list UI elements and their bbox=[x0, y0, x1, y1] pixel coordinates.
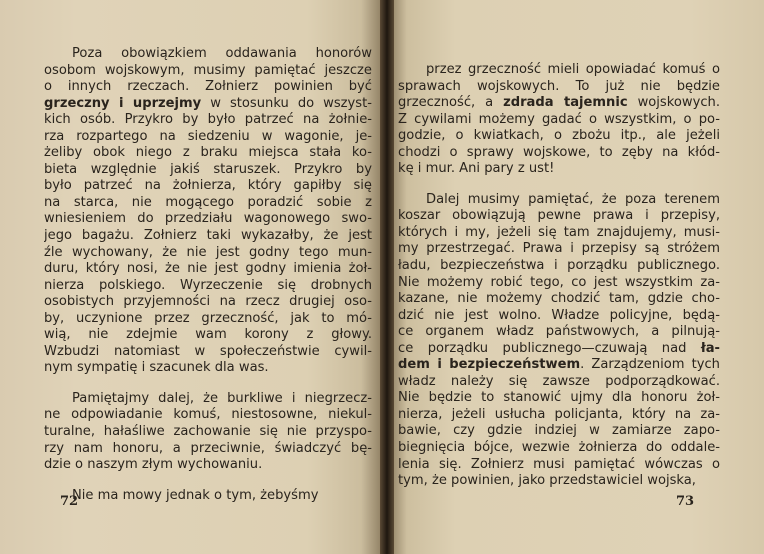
text-segment: osobistych przyjemności na rzecz drugiej oso- bbox=[44, 294, 372, 310]
text-line bbox=[398, 275, 720, 292]
text-line bbox=[44, 327, 372, 344]
text-line bbox=[398, 357, 720, 374]
text-line bbox=[398, 145, 720, 162]
text-segment: my przestrzegać. Prawa i przepisy są stróżem bbox=[398, 241, 720, 257]
text-segment: których i my, jeżeli się tam znajdujemy, musi- bbox=[398, 224, 720, 240]
text-segment: rzy nam honoru, a przeciwnie, świadczyć bę- bbox=[44, 440, 372, 456]
text-line bbox=[44, 407, 372, 424]
text-line bbox=[44, 195, 372, 212]
text-line bbox=[398, 62, 720, 79]
text-line bbox=[398, 308, 720, 325]
bold-phrase: zdrada tajemnic bbox=[503, 95, 628, 111]
bold-phrase: dem i bezpieczeństwem bbox=[398, 357, 581, 373]
text-line bbox=[398, 192, 720, 209]
left-page-text bbox=[44, 46, 372, 504]
text-line bbox=[398, 407, 720, 424]
text-segment: Z cywilami możemy gadać o wszystkim, o po- bbox=[398, 111, 720, 127]
text-line bbox=[44, 311, 372, 328]
text-segment: Nie ma mowy jednak o tym, żebyśmy bbox=[72, 487, 319, 503]
text-segment: nierza, jeżeli usłucha policjanta, który na za- bbox=[398, 406, 720, 422]
text-line bbox=[44, 129, 372, 146]
text-line bbox=[398, 473, 720, 490]
text-segment: godzie, o kwiatkach, o zbożu itp., ale jeżeli bbox=[398, 128, 720, 144]
bold-phrase: ła- bbox=[700, 340, 720, 356]
text-segment: bieta względnie jakiś staruszek. Przykro by bbox=[44, 161, 372, 177]
text-line bbox=[44, 162, 372, 179]
text-segment: kazane, nie możemy chodzić tam, gdzie cho- bbox=[398, 291, 720, 307]
bold-phrase: grzeczny i uprzejmy bbox=[44, 95, 202, 111]
text-segment: dzić nie jest wolno. Władze policyjne, będą- bbox=[398, 307, 720, 323]
text-segment: koszar obowiązują pewne prawa i przepisy, bbox=[398, 208, 720, 224]
text-segment: żeliby obok niego z braku miejsca stała ko- bbox=[44, 145, 372, 161]
text-segment: Nie będzie to stanowić ujmy dla honoru żoł- bbox=[398, 390, 720, 406]
text-line bbox=[398, 374, 720, 391]
text-line bbox=[44, 278, 372, 295]
text-line bbox=[44, 63, 372, 80]
text-segment: Poza obowiązkiem oddawania honorów bbox=[72, 46, 372, 61]
text-line bbox=[398, 423, 720, 440]
text-line bbox=[398, 324, 720, 341]
text-line bbox=[44, 344, 372, 361]
left-page-number: 72 bbox=[60, 494, 79, 509]
text-segment: Wzbudzi natomiast w społeczeństwie cywil- bbox=[44, 343, 372, 359]
text-line bbox=[44, 211, 372, 228]
text-segment: było patrzeć na żołnierza, który gapiłby się bbox=[44, 178, 372, 194]
text-line bbox=[398, 291, 720, 308]
text-line bbox=[398, 208, 720, 225]
text-segment: przez grzeczność mieli opowiadać komuś o bbox=[426, 62, 720, 77]
right-page-text bbox=[398, 62, 720, 490]
paragraph-gap bbox=[44, 474, 372, 488]
text-line bbox=[44, 96, 372, 113]
text-segment: Nie możemy robić tego, co jest wszystkim za- bbox=[398, 274, 720, 290]
text-line bbox=[44, 261, 372, 278]
paragraph-gap bbox=[44, 377, 372, 391]
text-segment: . Zarządzeniom tych bbox=[580, 357, 720, 373]
book-gutter bbox=[380, 0, 394, 554]
text-segment: ładu, bezpieczeństwa i porządku publicznego. bbox=[398, 258, 720, 274]
text-line bbox=[398, 112, 720, 129]
text-line bbox=[44, 245, 372, 262]
text-segment: osobom wojskowym, musimy pamiętać jeszcze bbox=[44, 62, 372, 78]
text-line bbox=[44, 441, 372, 458]
text-segment: lenia się. Żołnierz musi pamiętać wówczas o bbox=[398, 456, 720, 472]
text-segment: nym sympatię i szacunek dla was. bbox=[44, 360, 269, 376]
right-page-number: 73 bbox=[676, 494, 695, 509]
text-line bbox=[44, 46, 372, 63]
text-line bbox=[398, 161, 720, 178]
text-line bbox=[398, 258, 720, 275]
text-segment: Pamiętajmy dalej, że burkliwe i niegrzecz- bbox=[72, 390, 372, 406]
text-line bbox=[398, 225, 720, 242]
text-segment: na starca, nie mogącego poradzić sobie z bbox=[44, 194, 372, 210]
text-segment: jego bagażu. Żołnierz taki wykazałby, że jest bbox=[44, 228, 372, 244]
text-line bbox=[44, 391, 372, 408]
text-segment: chodzi o sprawy wojskowe, to zęby na kłód- bbox=[398, 144, 720, 160]
text-segment: wniesieniem do przedziału wagonowego swo- bbox=[44, 211, 372, 227]
text-segment: o innych rzeczach. Żołnierz powinien być bbox=[44, 79, 372, 95]
text-segment: rza rozpartego na siedzeniu w wagonie, je- bbox=[44, 128, 372, 144]
text-line bbox=[398, 128, 720, 145]
text-segment: wią, nie zdejmie wam korony z głowy. bbox=[44, 327, 372, 343]
text-segment: duru, który nosi, że nie jest godny imienia żoł- bbox=[44, 261, 372, 277]
text-line bbox=[398, 241, 720, 258]
text-line bbox=[44, 488, 372, 505]
text-line bbox=[44, 112, 372, 129]
text-line bbox=[398, 95, 720, 112]
text-line bbox=[44, 228, 372, 245]
text-segment: źle wychowany, że nie jest godny tego mun- bbox=[44, 244, 372, 260]
text-segment: nierza polskiego. Wyrzeczenie się drobnych bbox=[44, 277, 372, 293]
text-line bbox=[44, 424, 372, 441]
text-segment: ce porządku publicznego—czuwają nad bbox=[398, 340, 701, 356]
paragraph-gap bbox=[398, 178, 720, 192]
text-line bbox=[44, 457, 372, 474]
text-line bbox=[398, 341, 720, 358]
text-segment: sprawach wojskowych. To już nie będzie bbox=[398, 78, 720, 94]
text-segment: wojskowych. bbox=[627, 95, 720, 111]
text-segment: władz należy się zawsze podporządkować. bbox=[398, 373, 720, 389]
text-line bbox=[44, 79, 372, 96]
text-line bbox=[44, 294, 372, 311]
text-segment: bawie, czy gdzie indziej w zamiarze zapo- bbox=[398, 423, 720, 439]
text-line bbox=[398, 390, 720, 407]
text-segment: kę i mur. Ani pary z ust! bbox=[398, 161, 555, 177]
text-line bbox=[398, 79, 720, 96]
text-line bbox=[398, 457, 720, 474]
text-segment: Dalej musimy pamiętać, że poza terenem bbox=[426, 191, 720, 207]
text-segment: ce organem władz państwowych, a pilnują- bbox=[398, 324, 720, 340]
text-segment: w stosunku do wszyst- bbox=[201, 95, 372, 111]
text-segment: biegnięcia bójce, wezwie żołnierza do oddale- bbox=[398, 440, 720, 456]
text-segment: grzeczność, a bbox=[398, 95, 504, 111]
text-segment: ne odpowiadanie komuś, niestosowne, niekul- bbox=[44, 407, 372, 423]
text-segment: dzie o naszym złym wychowaniu. bbox=[44, 457, 263, 473]
text-segment: tym, że powinien, jako przedstawiciel wojska, bbox=[398, 473, 696, 489]
text-line bbox=[398, 440, 720, 457]
text-segment: by, uczynione przez grzeczność, jak to mó- bbox=[44, 310, 372, 326]
text-line bbox=[44, 145, 372, 162]
text-line bbox=[44, 360, 372, 377]
text-segment: turalne, hałaśliwe zachowanie się nie przyspo- bbox=[44, 424, 372, 440]
text-segment: kich osób. Przykro by było patrzeć na żołnie- bbox=[44, 112, 372, 128]
text-line bbox=[44, 178, 372, 195]
